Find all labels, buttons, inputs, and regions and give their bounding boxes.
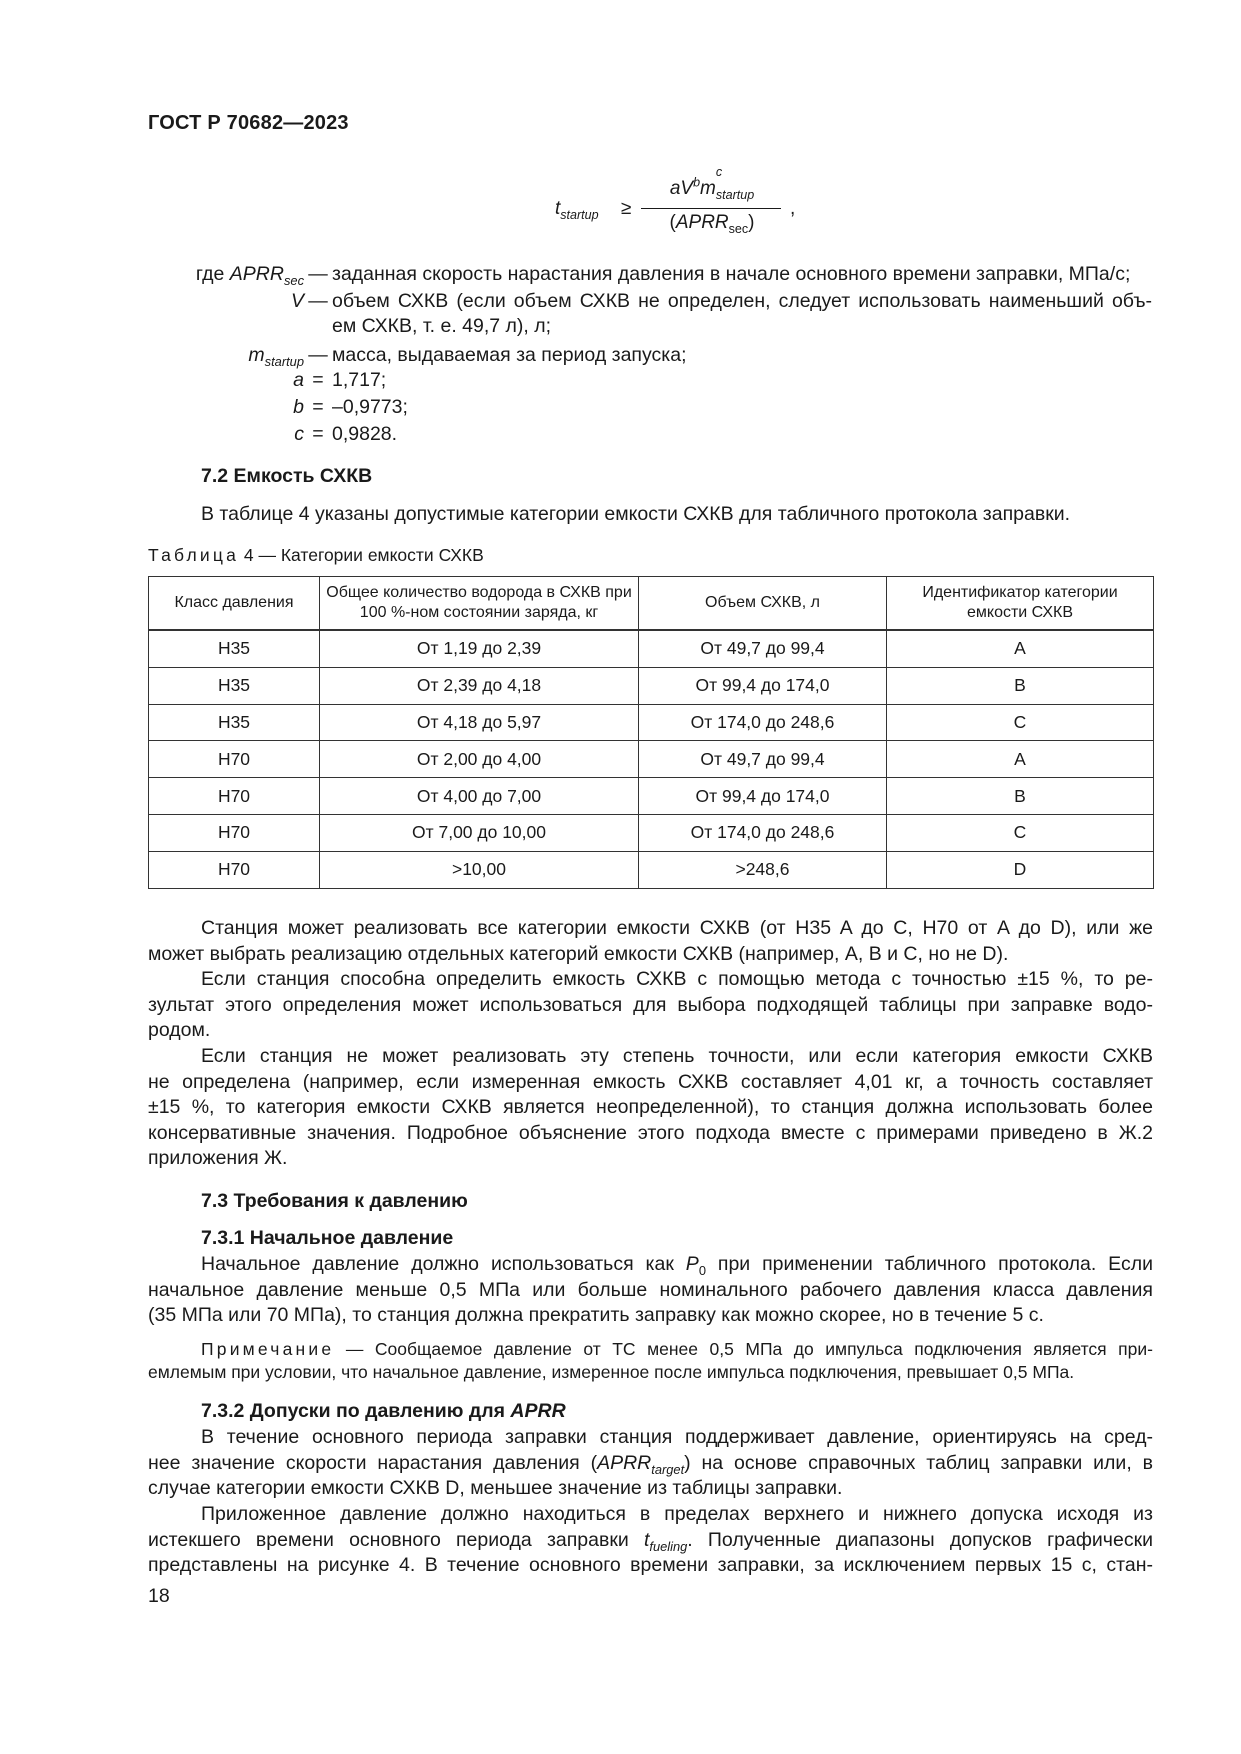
table-cell: H35: [149, 630, 320, 667]
paragraph-capacity-options: Станция может реализовать все категории емкости СХКВ (от H35 A до C, H70 от A до D), или же может выбрать реализацию отдельных категорий емкости СХКВ (например, A, B и C, но не D).: [148, 917, 1153, 965]
section-7-2-heading: 7.2 Емкость СХКВ: [201, 465, 373, 487]
table-cell: От 49,7 до 99,4: [639, 630, 887, 667]
table-row: [149, 851, 1154, 888]
table-cell: H35: [149, 667, 320, 704]
table-cell: H70: [149, 851, 320, 888]
section-7-3-heading: 7.3 Требования к давлению: [201, 1190, 468, 1212]
table-row: [149, 778, 1154, 815]
page-number: 18: [148, 1585, 170, 1607]
table-cell: C: [887, 814, 1154, 851]
table-cell: H70: [149, 778, 320, 815]
formula-comma: ,: [790, 198, 796, 219]
table-cell: B: [887, 778, 1154, 815]
table-4-caption: Таблица 4 — Категории емкости СХКВ: [148, 545, 484, 565]
table-cell: D: [887, 851, 1154, 888]
table-header-row: [149, 577, 1154, 631]
table-cell: От 2,39 до 4,18: [320, 667, 639, 704]
paragraph-applied-pressure: Приложенное давление должно находиться в пределах верхнего и нижнего допуска исходя из истекшего времени основного периода заправки $t_{fueling}$. Полученные диапазоны допусков графически представлены на рисунке 4. В течение основного времени заправки, за исключением первых 15 с, стан-: [148, 1503, 1153, 1576]
table-header-category-id: Идентификатор категории емкости СХКВ: [887, 577, 1154, 631]
formula-denominator: $(APRR_{sec})$: [669, 212, 755, 236]
table-cell: H70: [149, 814, 320, 851]
paragraph-initial-pressure: Начальное давление должно использоваться как $P_0$ при применении табличного протокола. Если начальное давление меньше 0,5 МПа или больше номинального рабочего давления класса давления (35 МПа или 70 МПа), то станция должна прекратить заправку как можно скорее, но в течение 5 с.: [148, 1253, 1153, 1326]
table-cell: От 174,0 до 248,6: [639, 704, 887, 741]
table-cell: H70: [149, 741, 320, 778]
table-cell: От 7,00 до 10,00: [320, 814, 639, 851]
paragraph-capacity-undefined: Если станция не может реализовать эту степень точности, или если категория емкости СХКВ не определена (например, если измеренная емкость СХКВ составляет 4,01 кг, а точность составляет ±15 %, то категория емкости СХКВ является неопределенной), то станция должна использовать более консервативные значения. Подробное объяснение этого подхода вместе с примерами приведено в Ж.2 приложения Ж.: [148, 1045, 1153, 1169]
table-cell: >10,00: [320, 851, 639, 888]
table-row: [149, 814, 1154, 851]
table-row: [149, 630, 1154, 667]
table-cell: От 99,4 до 174,0: [639, 667, 887, 704]
table-cell: C: [887, 704, 1154, 741]
table-cell: A: [887, 630, 1154, 667]
table-header-pressure-class: Класс давления: [149, 577, 320, 631]
document-header: ГОСТ Р 70682—2023: [148, 112, 349, 134]
paragraph-aprr-main-period: В течение основного периода заправки станция поддерживает давление, ориентируясь на сред- нее значение скорости нарастания давления $(APRR_{target})$ на основе справочных таблиц заправки или, в случае категории емкости СХКВ D, меньшее значение из таблицы заправки.: [148, 1426, 1153, 1499]
table-cell: B: [887, 667, 1154, 704]
table-cell: От 1,19 до 2,39: [320, 630, 639, 667]
formula-fraction-bar: [641, 208, 781, 209]
table-cell: A: [887, 741, 1154, 778]
formula-relation: ≥: [621, 198, 632, 219]
formula-startup-time: [555, 165, 796, 240]
document-page: ГОСТ Р 70682—2023 $t_{startup}$ ≥ $aV^bm$ c $_{startup}$ $(APRR_{sec})$ , где $APRR_{sec}$ — заданная скорость нарастания давления в начале основного времени заправки, МПа/с; V — объем СХКВ (если объем СХКВ не определен, следует использовать наименьший объ- ем СХКВ, т. е. 49,7 л), л; $m_{startup}$ — масса, выдаваемая за период запуска; a = 1,717; b = –0,9773; c = 0,9828. 7.2 Емкость СХКВ В таблице 4 указаны допустимые категории емкости СХКВ для табличного протокола заправки. Таблица 4 — Категории емкости СХКВ Класс давления Общее количество водорода в СХКВ при 100 %-ном состоянии заряда, кг Объем СХКВ, л Идентификатор категории емкости СХКВ H35 От 1,19 до 2,39 От 49,7 до 99,4 A H35 От 2,39 до 4,18 От 99,4 до 174,0 B H35 От 4,18 до 5,97 От 174,0 до 248,6 C H70 От 2,00 до 4,00 От 49,7 до 99,4 A H70 От 4,00 до 7,00 От 99,4 до 174,0 B H70 От 7,00 до 10,00 От 174,0 до 248,6 C H70 >10,00 >248,6 D Станция может реализовать все категории емкости СХКВ (от H35 A до C, H70 от A до D), или же может выбрать реализацию отдельных категорий емкости СХКВ (например, A, B и C, но не D). Если станция способна определить емкость СХКВ с помощью метода с точностью ±15 %, то ре- зультат этого определения может использоваться для выбора подходящей таблицы при заправке водо- родом. Если станция не может реализовать эту степень точности, или если категория емкости СХКВ не определена (например, если измеренная емкость СХКВ составляет 4,01 кг, а точность составляет ±15 %, то категория емкости СХКВ является неопределенной), то станция должна использовать более консервативные значения. Подробное объяснение этого подхода вместе с примерами приведено в Ж.2 приложения Ж. 7.3 Требования к давлению 7.3.1 Начальное давление Начальное давление должно использоваться как $P_0$ при применении табличного протокола. Если начальное давление меньше 0,5 МПа или больше номинального рабочего давления класса давления (35 МПа или 70 МПа), то станция должна прекратить заправку как можно скорее, но в течение 5 с. Примечание — Сообщаемое давление от ТС менее 0,5 МПа до импульса подключения является при- емлемым при условии, что начальное давление, измеренное после импульса подключения, превышает 0,5 МПа. 7.3.2 Допуски по давлению для APRR В течение основного периода заправки станция поддерживает давление, ориентируясь на сред- нее значение скорости нарастания давления $(APRR_{target})$ на основе справочных таблиц заправки или, в случае категории емкости СХКВ D, меньшее значение из таблицы заправки. Приложенное давление должно находиться в пределах верхнего и нижнего допуска исходя из истекшего времени основного периода заправки $t_{fueling}$. Полученные диапазоны допусков графически представлены на рисунке 4. В течение основного времени заправки, за исключением первых 15 с, стан- 18: [148, 112, 1153, 1607]
table-cell: >248,6: [639, 851, 887, 888]
table-row: [149, 667, 1154, 704]
table-cell: H35: [149, 704, 320, 741]
table-cell: От 4,00 до 7,00: [320, 778, 639, 815]
section-7-3-1-heading: 7.3.1 Начальное давление: [201, 1227, 454, 1249]
section-7-2-intro: В таблице 4 указаны допустимые категории емкости СХКВ для табличного протокола заправки.: [201, 503, 1071, 525]
table-cell: От 99,4 до 174,0: [639, 778, 887, 815]
table-cell: От 4,18 до 5,97: [320, 704, 639, 741]
section-7-3-2-heading: 7.3.2 Допуски по давлению для APRR: [201, 1400, 566, 1422]
table-cell: От 174,0 до 248,6: [639, 814, 887, 851]
table-row: [149, 741, 1154, 778]
table-4-capacity-categories: [148, 576, 1154, 889]
table-header-hydrogen-amount: Общее количество водорода в СХКВ при 100 %-ном состоянии заряда, кг: [320, 577, 639, 631]
table-cell: От 2,00 до 4,00: [320, 741, 639, 778]
paragraph-capacity-accuracy: Если станция способна определить емкость СХКВ с помощью метода с точностью ±15 %, то ре- зультат этого определения может использоваться для выбора подходящей таблицы при заправке водо- родом.: [148, 968, 1153, 1041]
formula-numerator: $aV^bm$ c $_{startup}$: [669, 165, 755, 202]
note-initial-pressure: Примечание — Сообщаемое давление от ТС менее 0,5 МПа до импульса подключения является при- емлемым при условии, что начальное давление, измеренное после импульса подключения, превышает 0,5 МПа.: [148, 1339, 1153, 1382]
table-cell: От 49,7 до 99,4: [639, 741, 887, 778]
table-header-volume: Объем СХКВ, л: [639, 577, 887, 631]
formula-lhs: $t_{startup}$: [555, 198, 599, 222]
table-row: [149, 704, 1154, 741]
